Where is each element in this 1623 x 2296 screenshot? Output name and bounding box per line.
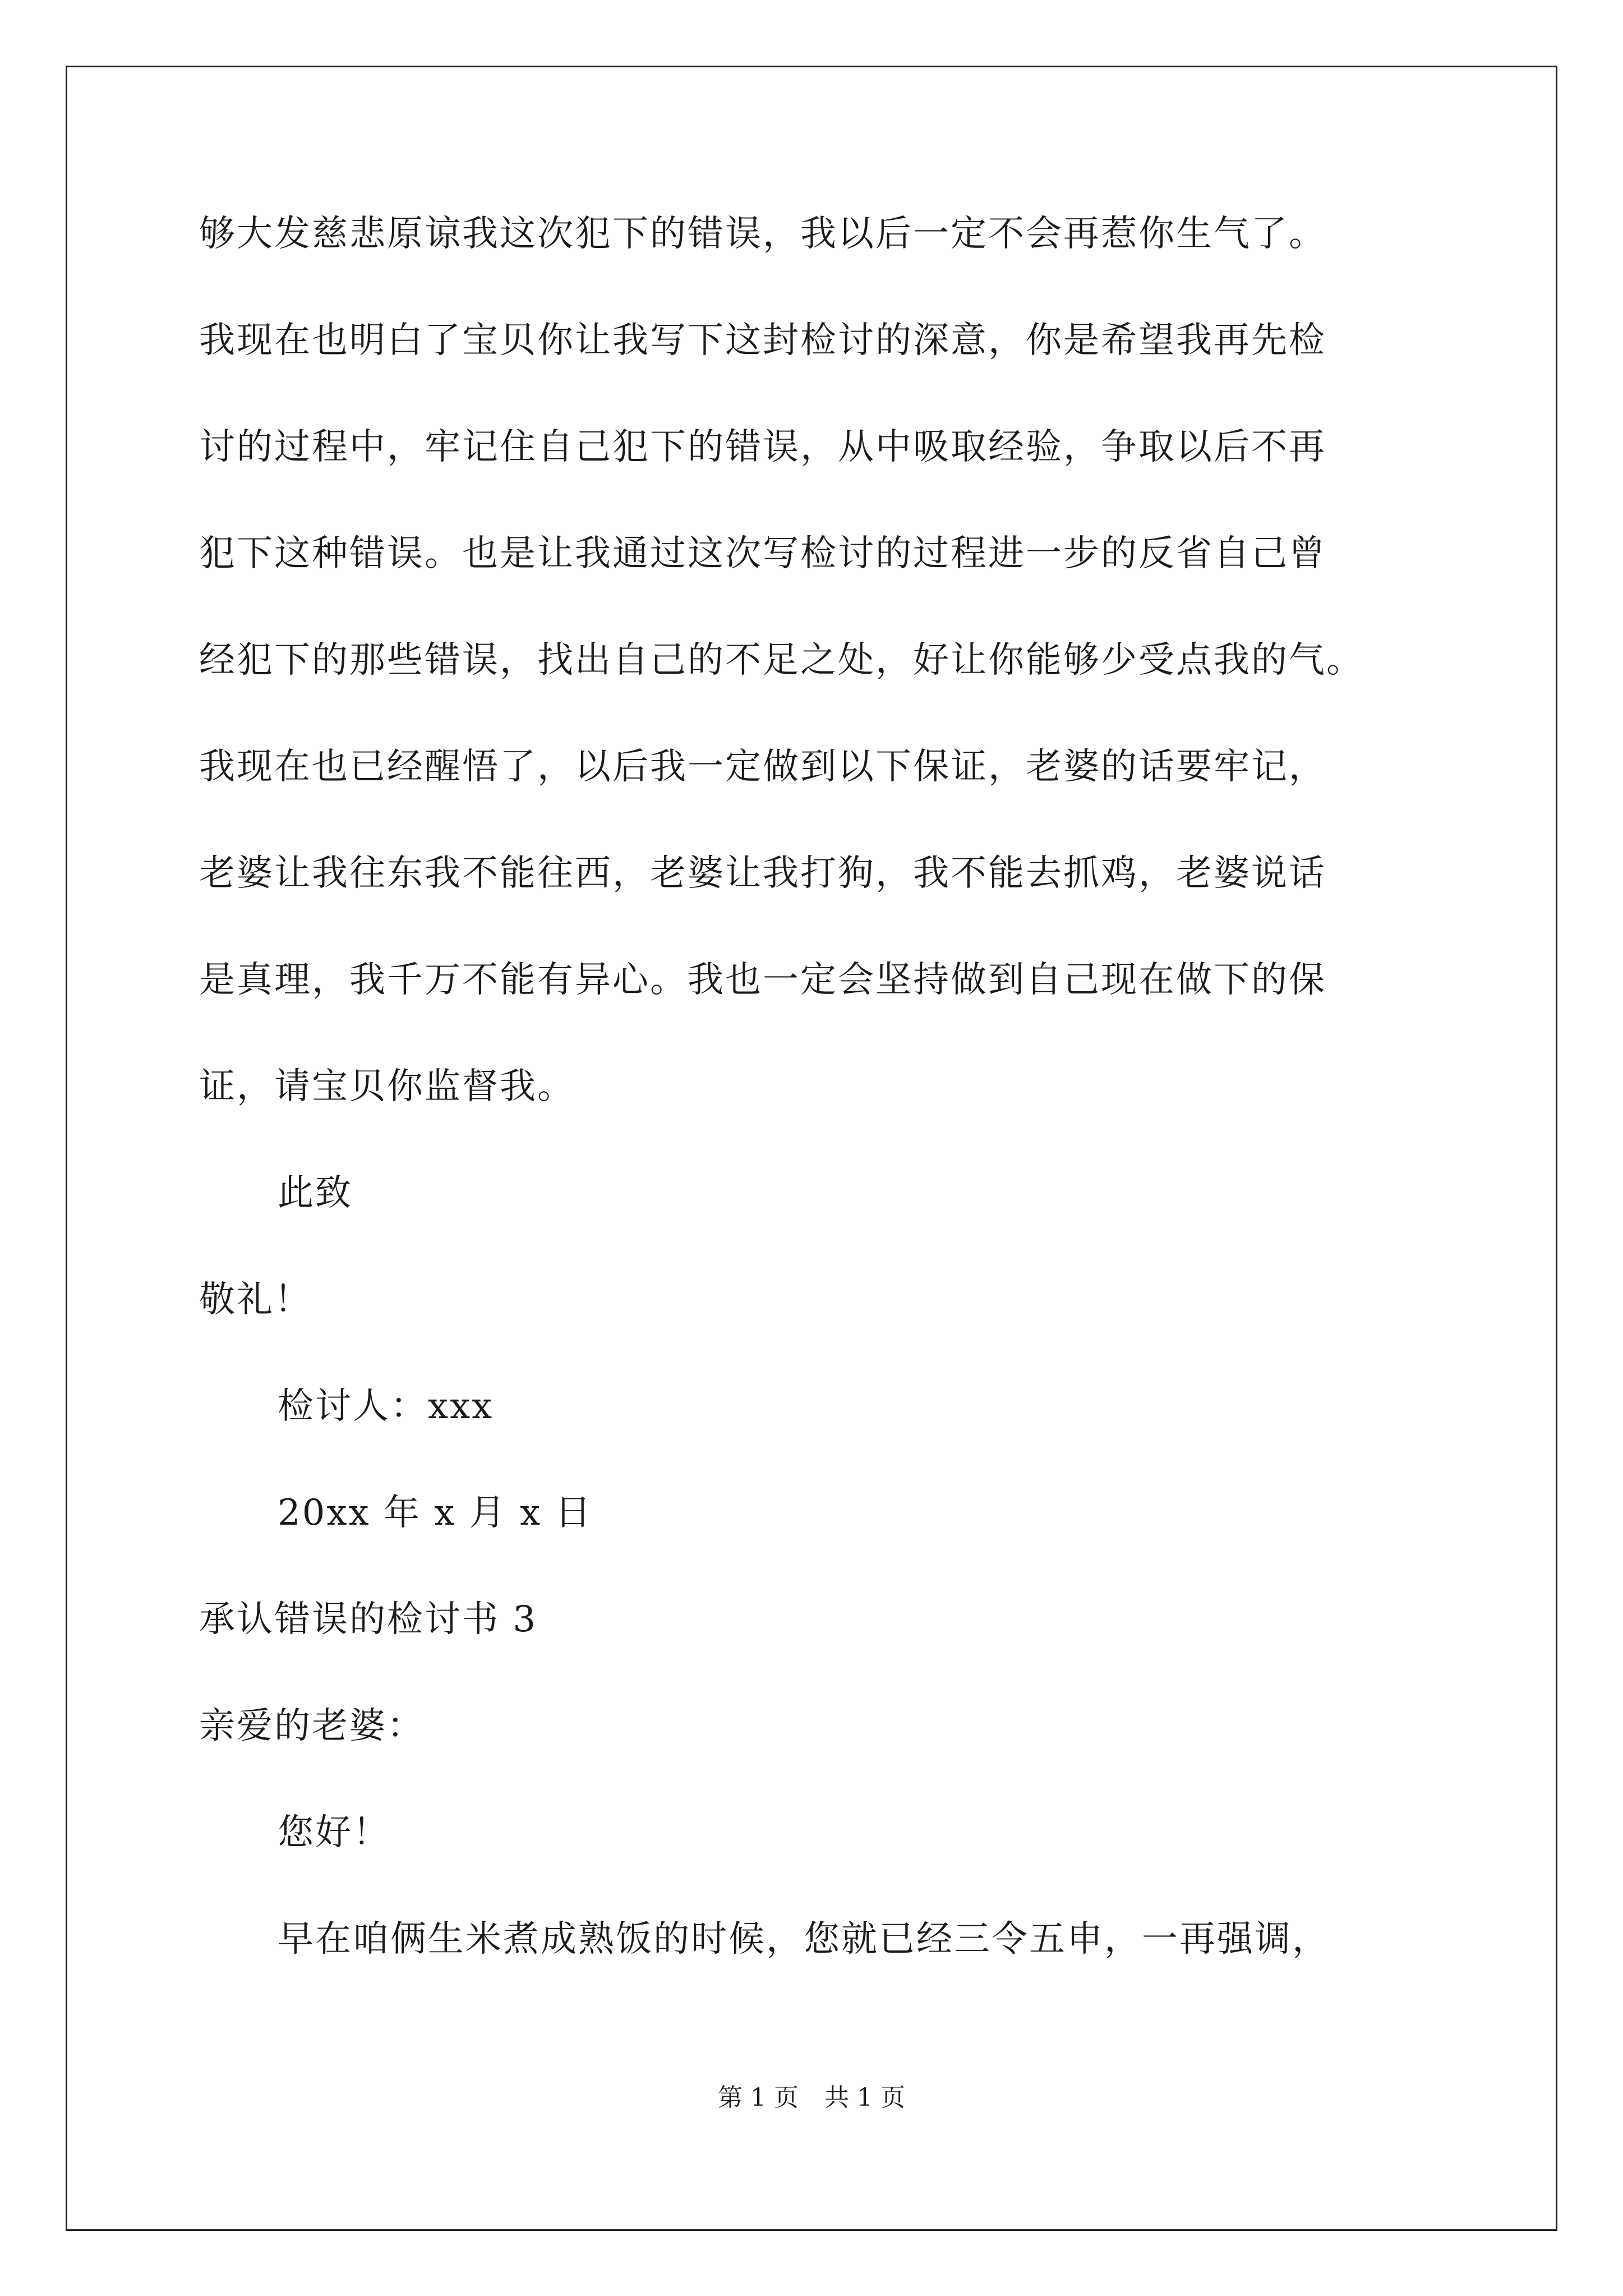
section-title: 承认错误的检讨书 3 [199, 1599, 538, 1640]
body-line-9: 证，请宝贝你监督我。 [199, 1066, 575, 1107]
hello-line: 您好！ [278, 1812, 390, 1853]
closing-text: 此致 [278, 1172, 353, 1214]
greeting-line: 亲爱的老婆： [199, 1705, 425, 1747]
signer-line: 检讨人：xxx [278, 1386, 494, 1427]
page-border [66, 66, 1557, 2231]
body-line-8: 是真理，我千万不能有异心。我也一定会坚持做到自己现在做下的保 [199, 959, 1326, 1001]
body-line-last: 早在咱俩生米煮成熟饭的时候，您就已经三令五申，一再强调， [278, 1918, 1330, 1960]
body-line-2: 我现在也明白了宝贝你让我写下这封检讨的深意，你是希望我再先检 [199, 320, 1326, 361]
body-line-3: 讨的过程中，牢记住自己犯下的错误，从中吸取经验，争取以后不再 [199, 426, 1326, 468]
body-line-7: 老婆让我往东我不能往西，老婆让我打狗，我不能去抓鸡，老婆说话 [199, 853, 1326, 894]
body-line-6: 我现在也已经醒悟了，以后我一定做到以下保证，老婆的话要牢记， [199, 746, 1326, 788]
salute-text: 敬礼！ [199, 1279, 312, 1320]
page-footer [0, 2083, 1623, 2112]
page-number: 第 1 页 [718, 2083, 799, 2112]
date-line: 20xx 年 x 月 x 日 [278, 1492, 593, 1534]
body-line-1: 够大发慈悲原谅我这次犯下的错误，我以后一定不会再惹你生气了。 [199, 213, 1326, 255]
body-line-5: 经犯下的那些错误，找出自己的不足之处，好让你能够少受点我的气。 [199, 639, 1364, 681]
page-total: 共 1 页 [824, 2083, 905, 2112]
body-line-4: 犯下这种错误。也是让我通过这次写检讨的过程进一步的反省自己曾 [199, 533, 1326, 574]
